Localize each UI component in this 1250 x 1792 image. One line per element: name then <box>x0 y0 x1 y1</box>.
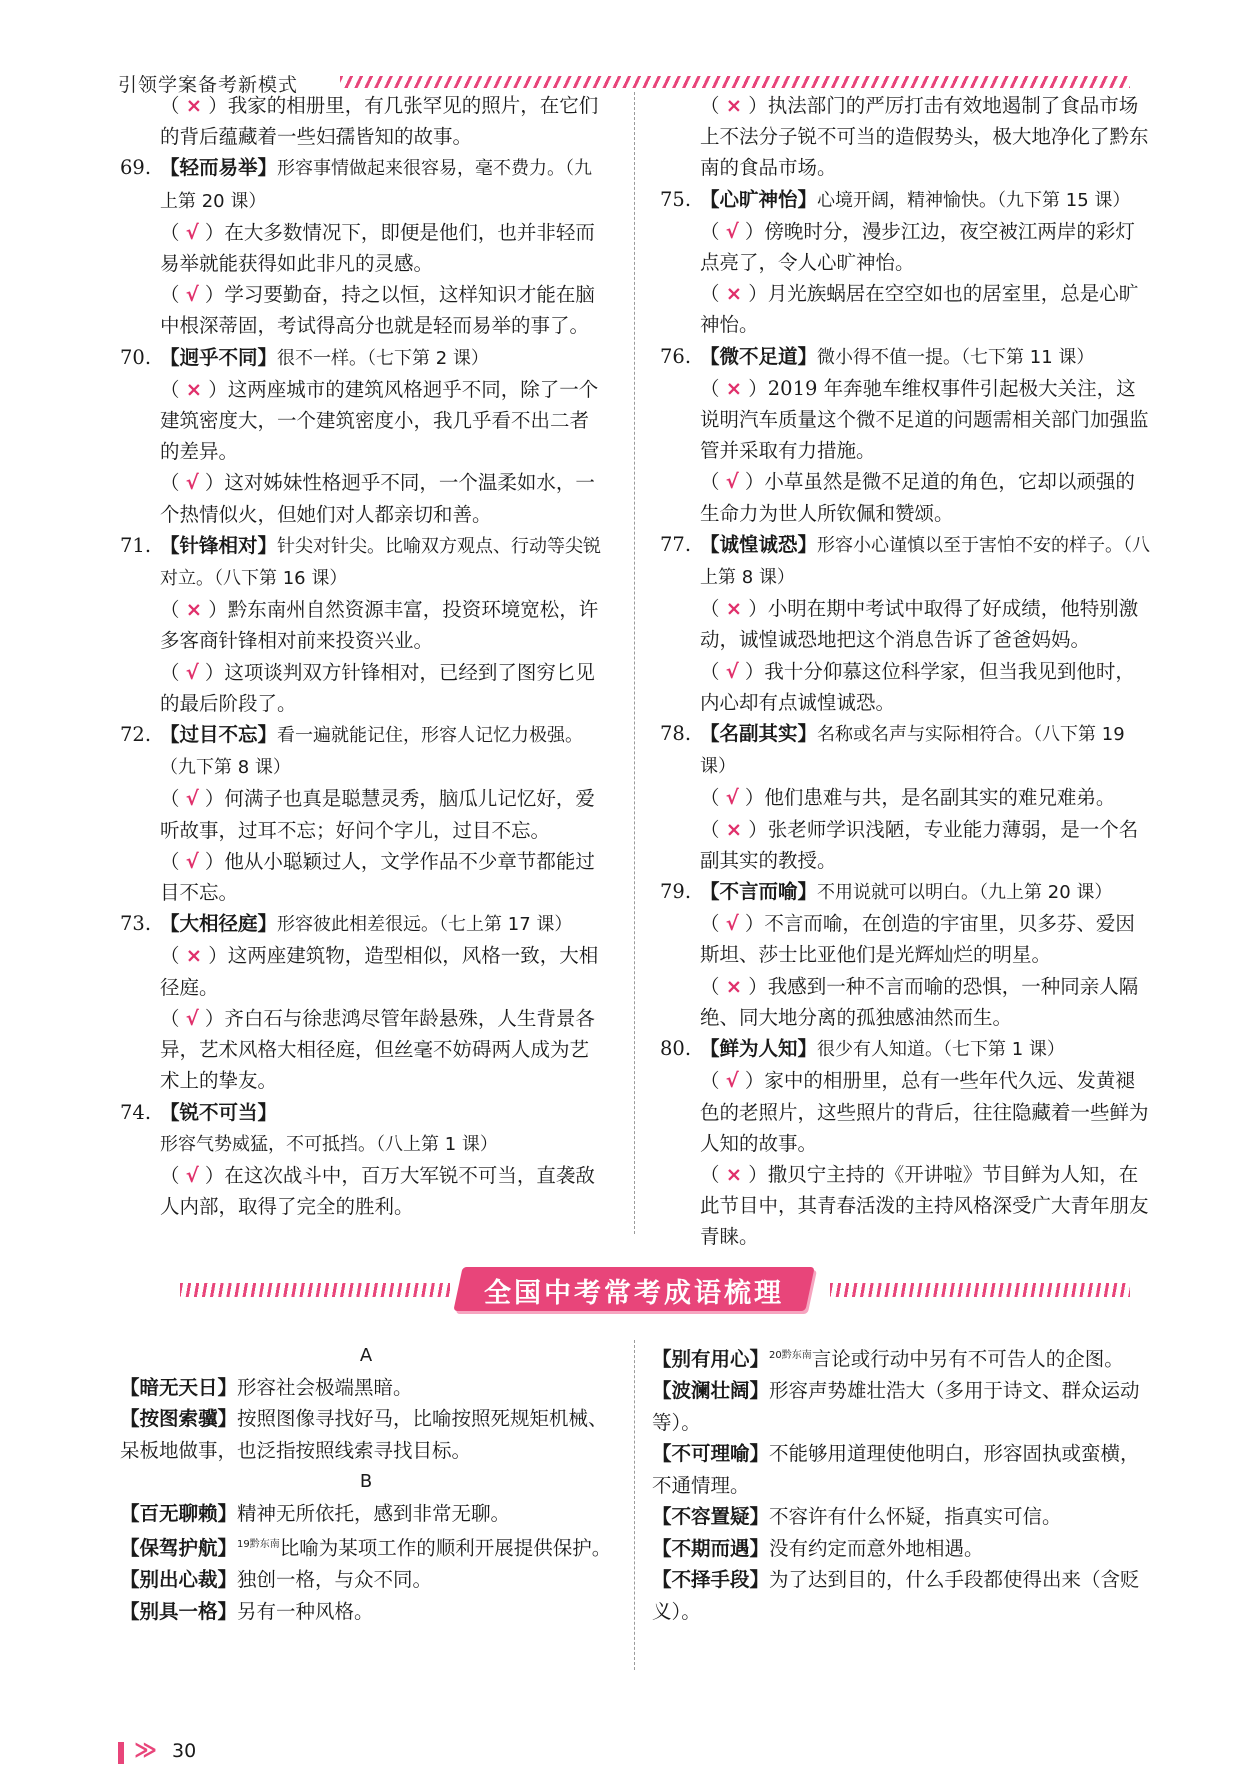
judgement-bracket: ） <box>738 912 765 936</box>
idiom-definition: 很少有人知道。（七下第 1 课） <box>817 1039 1065 1061</box>
entry-number: 80. <box>660 1037 692 1061</box>
example-sentence <box>120 846 608 908</box>
judgement-bracket: ） <box>742 974 768 998</box>
glossary-item <box>652 1533 1148 1565</box>
judgement-bracket: （ <box>700 912 726 936</box>
entry-number: 77. <box>660 532 692 556</box>
idiom-definition: 很不一样。（七下第 2 课） <box>277 347 489 369</box>
example-sentence <box>120 90 608 152</box>
example-sentence <box>120 657 608 719</box>
idiom-entry-heading <box>660 184 1150 216</box>
judgement-bracket: （ <box>160 377 186 401</box>
glossary-item <box>652 1501 1148 1533</box>
judgement-bracket: （ <box>700 282 726 306</box>
idiom-definition: 微小得不值一提。（七下第 11 课） <box>817 346 1095 368</box>
idiom-entry-heading <box>660 341 1150 373</box>
page-number: 30 <box>172 1740 197 1762</box>
example-text: 我家的相册里，有几张罕见的照片，在它们的背后蕴藏着一些妇孺皆知的故事。 <box>160 94 599 149</box>
example-sentence <box>660 278 1150 340</box>
judgement-bracket: （ <box>700 974 726 998</box>
idiom-term: 【不言而喻】 <box>700 880 818 904</box>
exam-source-tag: 20黔东南 <box>769 1350 812 1361</box>
column-divider <box>634 92 635 1234</box>
idiom-entry-heading <box>120 342 608 374</box>
idiom-term: 【微不足道】 <box>700 344 818 368</box>
judgement-bracket: （ <box>700 786 726 810</box>
judgement-bracket: ） <box>742 282 768 306</box>
idiom-term: 【锐不可当】 <box>160 1100 278 1124</box>
idiom-term: 【不容置疑】 <box>652 1505 770 1528</box>
glossary-item <box>652 1340 1148 1375</box>
entry-number: 72. <box>120 723 152 747</box>
glossary-item <box>120 1403 612 1466</box>
judgement-mark: × <box>725 817 743 841</box>
judgement-mark: √ <box>725 219 739 243</box>
idiom-definition: 独创一格，与众不同。 <box>237 1568 433 1591</box>
idiom-term: 【别有用心】 <box>652 1347 770 1371</box>
idiom-entry-heading <box>120 1097 608 1160</box>
idiom-term: 【百无聊赖】 <box>120 1501 238 1525</box>
idiom-term: 【不择手段】 <box>652 1568 770 1591</box>
example-sentence <box>120 217 608 279</box>
example-text: 傍晚时分，漫步江边，夜空被江两岸的彩灯点亮了，令人心旷神怡。 <box>700 219 1135 275</box>
idiom-definition: 精神无所依托，感到非常无聊。 <box>237 1501 511 1525</box>
idiom-definition: 言论或行动中另有不可告人的企图。 <box>811 1347 1124 1371</box>
example-sentence <box>120 374 608 468</box>
idiom-term: 【迥乎不同】 <box>160 345 278 369</box>
idiom-definition: 形容彼此相差很远。（七上第 17 课） <box>277 914 573 936</box>
idiom-definition: 针尖对针尖。比喻双方观点、行动等尖锐对立。（八下第 16 课） <box>160 535 602 590</box>
glossary-item <box>120 1498 612 1530</box>
example-text: 执法部门的严厉打击有效地遏制了食品市场上不法分子锐不可当的造假势头，极大地净化了黔东南的食品市场。 <box>700 94 1149 180</box>
section-banner <box>180 1267 1130 1315</box>
idiom-term: 【轻而易举】 <box>160 156 278 180</box>
judgement-mark: × <box>185 944 203 968</box>
example-text: 我十分仰慕这位科学家，但当我见到他时，内心却有点诚惶诚恐。 <box>700 659 1135 714</box>
example-sentence <box>660 1159 1150 1253</box>
example-text: 撒贝宁主持的《开讲啦》节目鲜为人知，在此节目中，其青春活泼的主持风格深受广大青年朋友青睐。 <box>700 1162 1149 1249</box>
judgement-mark: √ <box>185 660 199 684</box>
example-text: 何满子也真是聪慧灵秀，脑瓜儿记忆好，爱听故事，过耳不忘；好问个字儿，过目不忘。 <box>160 787 595 842</box>
judgement-bracket: ） <box>738 470 765 494</box>
idiom-entry-heading <box>660 718 1150 782</box>
judgement-mark: √ <box>725 786 739 810</box>
judgement-bracket: （ <box>160 94 186 117</box>
entry-number: 70. <box>120 345 152 369</box>
idiom-term: 【鲜为人知】 <box>700 1037 818 1061</box>
judgement-mark: √ <box>185 220 199 244</box>
example-sentence <box>660 908 1150 970</box>
judgement-bracket: ） <box>198 787 225 811</box>
judgement-mark: × <box>185 94 203 117</box>
judgement-bracket: （ <box>700 470 726 494</box>
judgement-bracket: ） <box>198 849 225 873</box>
judgement-mark: √ <box>185 471 199 495</box>
judgement-bracket: （ <box>160 283 186 307</box>
banner-decoration-right <box>830 1283 1130 1297</box>
example-sentence <box>660 593 1150 655</box>
judgement-bracket: ） <box>202 94 228 117</box>
judgement-bracket: ） <box>198 283 225 307</box>
idiom-term: 【针锋相对】 <box>160 533 278 557</box>
idiom-term: 【诚惶诚恐】 <box>700 532 818 556</box>
judgement-bracket: （ <box>700 1069 726 1093</box>
idiom-definition: 心境开阔，精神愉快。（九下第 15 课） <box>817 189 1131 211</box>
idiom-term: 【别具一格】 <box>120 1599 238 1623</box>
example-text: 学习要勤奋，持之以恒，这样知识才能在脑中根深蒂固，考试得高分也就是轻而易举的事了。 <box>160 283 595 338</box>
judgement-bracket: ） <box>742 376 768 400</box>
example-sentence <box>660 466 1150 528</box>
letter-heading: B <box>359 1471 373 1492</box>
judgement-mark: × <box>725 94 743 117</box>
entry-number: 76. <box>660 344 692 368</box>
idiom-definition: 比喻为某项工作的顺利开展提供保护。 <box>279 1536 612 1560</box>
idiom-definition: 不能够用道理使他明白，形容固执或蛮横，不通情理。 <box>652 1442 1140 1497</box>
judgement-bracket: （ <box>700 597 726 621</box>
entry-number: 73. <box>120 912 152 936</box>
judgement-mark: √ <box>185 1006 199 1030</box>
banner-decoration-left <box>180 1283 450 1297</box>
judgement-bracket: ） <box>202 598 228 622</box>
example-sentence <box>120 940 608 1002</box>
judgement-bracket: ） <box>198 220 225 244</box>
idiom-entry-heading <box>120 719 608 783</box>
idiom-entry-heading <box>660 876 1150 908</box>
idiom-term: 【名副其实】 <box>700 722 818 746</box>
judgement-bracket: （ <box>700 659 726 683</box>
idiom-entry-heading <box>120 530 608 594</box>
example-sentence <box>660 656 1150 718</box>
idiom-entry-heading <box>660 1033 1150 1065</box>
entry-number: 79. <box>660 880 692 904</box>
judgement-bracket: ） <box>738 1069 765 1093</box>
double-chevron-icon: ≫ <box>134 1738 158 1763</box>
judgement-bracket: （ <box>160 598 186 622</box>
banner-title: 全国中考常考成语梳理 <box>484 1278 784 1309</box>
example-text: 我感到一种不言而喻的恐惧，一种同亲人隔绝、同大地分离的孤独感油然而生。 <box>700 974 1139 1029</box>
judgement-bracket: ） <box>198 1163 225 1187</box>
judgement-bracket: （ <box>700 817 726 841</box>
idiom-definition: 不用说就可以明白。（九上第 20 课） <box>817 882 1113 904</box>
column-divider-bottom <box>634 1340 635 1670</box>
judgement-mark: √ <box>725 470 739 494</box>
idiom-term: 【过目不忘】 <box>160 723 278 747</box>
glossary-item <box>120 1596 612 1628</box>
glossary-item <box>652 1438 1148 1501</box>
judgement-bracket: ） <box>742 1162 768 1186</box>
example-text: 这对姊妹性格迥乎不同，一个温柔如水，一个热情似火，但她们对人都亲切和善。 <box>160 471 595 526</box>
example-sentence <box>660 971 1150 1033</box>
idiom-definition: 形容气势威猛，不可抵挡。（八上第 1 课） <box>160 1133 498 1155</box>
judgement-bracket: （ <box>160 471 186 495</box>
entry-number: 75. <box>660 187 692 211</box>
example-sentence <box>660 782 1150 813</box>
example-sentence <box>120 1003 608 1097</box>
judgement-mark: √ <box>725 1069 739 1093</box>
idiom-term: 【大相径庭】 <box>160 912 278 936</box>
idiom-list-left <box>120 1340 612 1627</box>
example-text: 这两座城市的建筑风格迥乎不同，除了一个建筑密度大，一个建筑密度小，我几乎看不出二者的差异。 <box>160 377 599 464</box>
judgement-bracket: ） <box>198 1006 225 1030</box>
judgement-bracket: ） <box>738 786 765 810</box>
idiom-definition: 不容许有什么怀疑，指真实可信。 <box>769 1505 1062 1528</box>
idiom-definition: 没有约定而意外地相遇。 <box>769 1536 984 1560</box>
glossary-item <box>120 1564 612 1596</box>
entry-number: 78. <box>660 722 692 746</box>
judgement-bracket: ） <box>742 597 768 621</box>
idiom-term: 【不可理喻】 <box>652 1442 770 1465</box>
glossary-item <box>120 1529 612 1564</box>
judgement-bracket: （ <box>700 1162 726 1186</box>
header-decoration <box>340 76 1130 88</box>
judgement-bracket: ） <box>742 817 768 841</box>
example-text: 张老师学识浅陋，专业能力薄弱，是一个名副其实的教授。 <box>700 817 1139 872</box>
idiom-definition: 形容事情做起来很容易，毫不费力。（九上第 20 课） <box>160 158 593 212</box>
judgement-bracket: ） <box>202 377 228 401</box>
example-text: 不言而喻，在创造的宇宙里，贝多芬、爱因斯坦、莎士比亚他们是光辉灿烂的明星。 <box>700 912 1135 967</box>
idiom-term: 【不期而遇】 <box>652 1536 770 1560</box>
example-sentence <box>120 279 608 341</box>
judgement-mark: √ <box>185 1163 199 1187</box>
judgement-bracket: ） <box>198 471 225 495</box>
idiom-term: 【按图索骥】 <box>120 1407 238 1430</box>
judgement-mark: √ <box>725 659 739 683</box>
judgement-bracket: ） <box>198 660 225 684</box>
judgement-bracket: ） <box>202 944 228 968</box>
example-sentence <box>120 783 608 845</box>
example-text: 他们患难与共，是名副其实的难兄难弟。 <box>764 786 1116 810</box>
idiom-entry-heading <box>660 529 1150 593</box>
example-sentence <box>120 467 608 529</box>
judgement-mark: × <box>185 377 203 401</box>
idiom-term: 【心旷神怡】 <box>700 187 818 211</box>
judgement-bracket: （ <box>700 376 726 400</box>
example-text: 小明在期中考试中取得了好成绩，他特别激动，诚惶诚恐地把这个消息告诉了爸爸妈妈。 <box>700 597 1139 652</box>
idiom-entry-heading <box>120 152 608 216</box>
judgement-bracket: （ <box>700 219 726 243</box>
idiom-term: 【保驾护航】 <box>120 1536 238 1560</box>
glossary-item <box>652 1564 1148 1627</box>
judgement-mark: × <box>725 376 743 400</box>
example-sentence <box>660 216 1150 278</box>
judgement-bracket: （ <box>160 944 186 968</box>
idiom-definition: 形容社会极端黑暗。 <box>237 1375 413 1399</box>
judgement-mark: √ <box>185 849 199 873</box>
entry-number: 69. <box>120 156 152 180</box>
judgement-mark: × <box>725 597 743 621</box>
judgement-bracket: （ <box>160 849 186 873</box>
example-text: 这项谈判双方针锋相对，已经到了图穷匕见的最后阶段了。 <box>160 660 595 715</box>
idiom-definition: 另有一种风格。 <box>237 1599 374 1623</box>
idiom-definition: 按照图像寻找好马，比喻按照死规矩机械、呆板地做事，也泛指按照线索寻找目标。 <box>120 1407 608 1462</box>
example-text: 2019 年奔驰车维权事件引起极大关注，这说明汽车质量这个微不足道的问题需相关部门加强监管并采取有力措施。 <box>700 376 1149 463</box>
idiom-definition: 为了达到目的，什么手段都使得出来（含贬义）。 <box>652 1568 1140 1623</box>
example-text: 黔东南州自然资源丰富，投资环境宽松，许多客商针锋相对前来投资兴业。 <box>160 598 599 653</box>
judgement-mark: √ <box>185 283 199 307</box>
judgement-bracket: ） <box>742 94 768 117</box>
idiom-definition: 名称或名声与实际相符合。（八下第 19 课） <box>700 724 1125 778</box>
glossary-item <box>652 1375 1148 1438</box>
judgement-bracket: （ <box>160 787 186 811</box>
example-text: 在大多数情况下，即便是他们，也并非轻而易举就能获得如此非凡的灵感。 <box>160 220 595 276</box>
judgement-bracket: （ <box>160 220 186 244</box>
example-sentence <box>660 814 1150 876</box>
example-sentence <box>120 594 608 656</box>
idiom-term: 【别出心裁】 <box>120 1568 238 1591</box>
header-title: 引领学案备考新模式 <box>118 74 299 96</box>
entry-number: 74. <box>120 1100 152 1124</box>
exam-source-tag: 19黔东南 <box>237 1539 280 1550</box>
example-text: 在这次战斗中，百万大军锐不可当，直袭敌人内部，取得了完全的胜利。 <box>160 1163 595 1219</box>
idiom-definition: 看一遍就能记住，形容人记忆力极强。（九下第 8 课） <box>160 725 584 779</box>
entry-number: 71. <box>120 533 152 557</box>
idiom-definition: 形容小心谨慎以至于害怕不安的样子。（八上第 8 课） <box>700 534 1151 589</box>
example-sentence <box>120 1160 608 1222</box>
footer-bar <box>118 1742 124 1764</box>
judgement-mark: × <box>185 598 203 622</box>
glossary-item <box>120 1372 612 1404</box>
example-text: 小草虽然是微不足道的角色，它却以顽强的生命力为世人所钦佩和赞颂。 <box>700 470 1135 525</box>
letter-heading: A <box>359 1345 373 1366</box>
example-text: 这两座建筑物，造型相似，风格一致，大相径庭。 <box>160 944 599 999</box>
example-text: 月光族蜗居在空空如也的居室里，总是心旷神怡。 <box>700 282 1139 337</box>
right-column <box>660 90 1150 1253</box>
idiom-definition: 形容声势雄壮浩大（多用于诗文、群众运动等）。 <box>652 1379 1140 1434</box>
judgement-mark: √ <box>725 912 739 936</box>
example-text: 他从小聪颖过人，文学作品不少章节都能过目不忘。 <box>160 849 595 905</box>
left-column <box>120 90 608 1222</box>
judgement-bracket: ） <box>738 219 765 243</box>
idiom-term: 【波澜壮阔】 <box>652 1379 770 1402</box>
judgement-bracket: （ <box>160 1006 186 1030</box>
judgement-mark: √ <box>185 787 199 811</box>
judgement-bracket: （ <box>700 94 726 117</box>
judgement-bracket: （ <box>160 1163 186 1187</box>
judgement-mark: × <box>725 282 743 306</box>
judgement-mark: × <box>725 1162 743 1186</box>
judgement-bracket: （ <box>160 660 186 684</box>
example-text: 齐白石与徐悲鸿尽管年龄悬殊，人生背景各异，艺术风格大相径庭，但丝毫不妨碍两人成为艺术上的挚友。 <box>160 1006 595 1093</box>
example-sentence <box>660 90 1150 184</box>
idiom-list-right <box>652 1340 1148 1627</box>
judgement-bracket: ） <box>738 659 765 683</box>
idiom-term: 【暗无天日】 <box>120 1375 238 1399</box>
example-sentence <box>660 1065 1150 1159</box>
idiom-entry-heading <box>120 908 608 940</box>
example-text: 家中的相册里，总有一些年代久远、发黄褪色的老照片，这些照片的背后，往往隐藏着一些鲜为人知的故事。 <box>700 1069 1149 1155</box>
example-sentence <box>660 373 1150 467</box>
judgement-mark: × <box>725 974 743 998</box>
